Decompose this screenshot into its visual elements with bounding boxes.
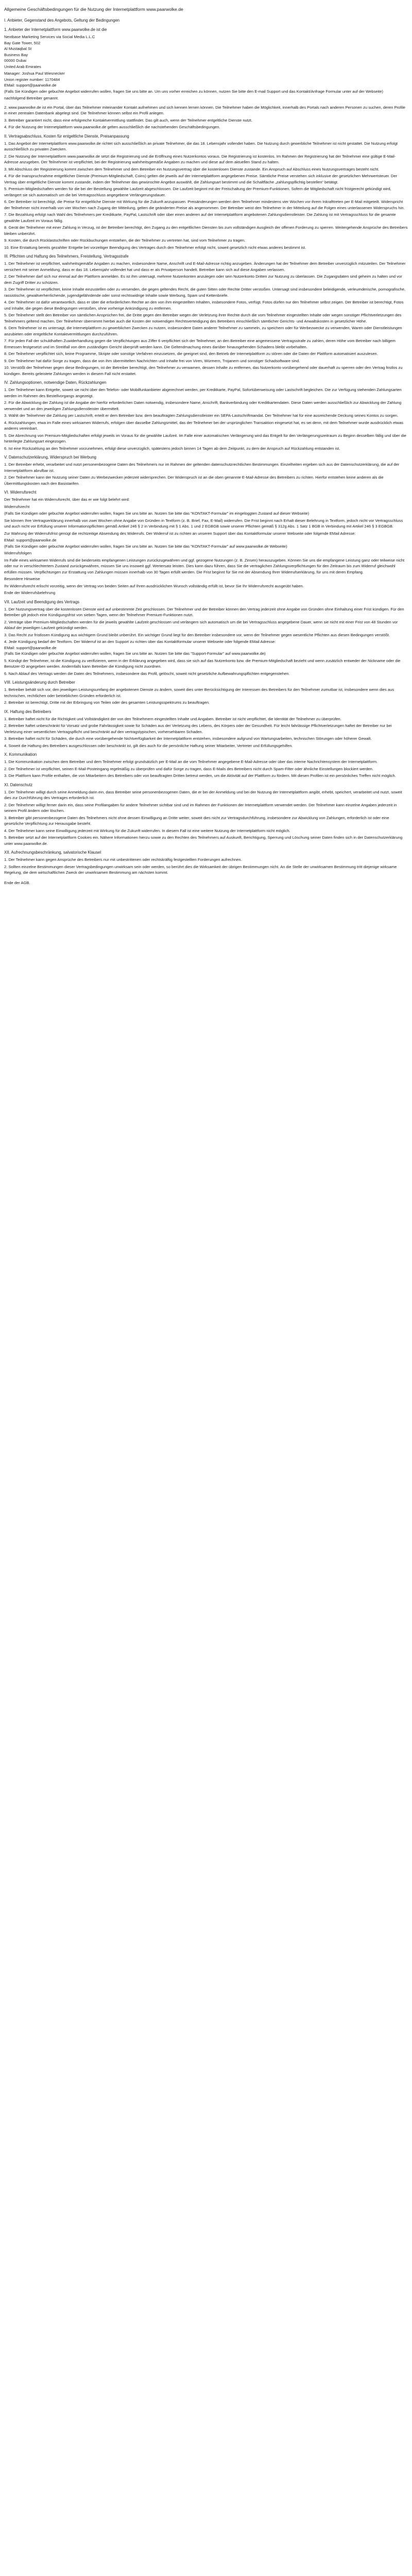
paragraph: 2. Der Teilnehmer ist verpflichtet, seinen E-Mail-Posteingang regelmäßig zu überprüfen und dafür Sorge zu tragen, dass E-Mails des Betreibers nicht durch Spam-Filter oder ähnliche Einstellungen blockiert werden.	[4, 766, 373, 771]
paragraph: 4. Für die Inanspruchnahme entgeltlicher Dienste (Premium-Mitgliedschaft, Coins) gelten die jeweils auf der Internetplattform angegebenen Preise. Sämtliche Preise verstehen sich inklusive der gesetzlichen Mehrwertsteuer. Der Vertrag über entgeltliche Dienste kommt zustande, indem der Teilnehmer das gewünschte Angebot auswählt, die Zahlungsart bestimmt und die Schaltfläche „zahlungspflichtig bestellen“ betätigt.	[4, 174, 398, 184]
paragraph: 3. Betreiber haftet nicht für Schäden, die durch eine vorübergehende Nichtverfügbarkeit der Internetplattform entstehen, insbesondere aufgrund von Wartungsarbeiten, technischen Störungen oder höherer Gewalt.	[4, 736, 372, 741]
document-footer: Ende der AGB.	[4, 880, 30, 885]
sections-container	[4, 18, 408, 876]
section-heading: II. Vertragsabschluss, Kosten für entgeltliche Dienste, Preisanpassung	[4, 133, 129, 139]
paragraph: 3. Der Teilnehmer ist verpflichtet, keine Inhalte einzustellen oder zu versenden, die gegen geltendes Recht, die guten Sitten oder Rechte Dritter verstoßen. Untersagt sind insbesondere beleidigende, verleumderische, pornografische, rassistische, gewaltverherrlichende, jugendgefährdende oder sonst rechtswidrige Inhalte sowie Werbung, Spam und Kettenbriefe.	[4, 287, 406, 298]
paragraph: 2. www.paarwolke.de ist ein Portal, über das Teilnehmer miteinander Kontakt aufnehmen und sich kennen lernen können. Die Teilnehmer haben die Möglichkeit, innerhalb des Portals nach anderen Personen zu suchen, deren Profile in einer zentralen Datenbank abgelegt sind. Die Teilnehmer können selbst ein Profil anlegen.	[4, 105, 405, 115]
paragraph: 9. Der Teilnehmer hat dafür Sorge zu tragen, dass die von ihm übermittelten Nachrichten und Inhalte frei von Viren, Würmern, Trojanern und sonstiger Schadsoftware sind.	[4, 358, 300, 363]
section-heading: 1. Anbieter der Internetplattform www.paarwolke.de ist die	[4, 27, 107, 32]
paragraph: 8. Der Teilnehmer verpflichtet sich, keine Programme, Skripte oder sonstige Verfahren einzusetzen, die geeignet sind, den Betrieb der Internetplattform zu stören oder die Daten der Plattform automatisiert auszulesen.	[4, 351, 378, 356]
document	[0, 0, 412, 886]
paragraph: 3. Die Plattform kann Profile enthalten, die von Mitarbeitern des Betreibers oder von beauftragten Dritten betreut werden, um die Aktivität auf der Plattform zu fördern. Mit diesen Profilen ist ein persönliches Treffen nicht möglich.	[4, 773, 396, 778]
paragraph: 1. Der Teilnehmer kann gegen Ansprüche des Betreibers nur mit unbestrittenen oder rechtskräftig festgestellten Forderungen aufrechnen.	[4, 857, 242, 862]
paragraph: 6. Dem Teilnehmer ist es untersagt, die Internetplattform zu gewerblichen Zwecken zu nutzen, insbesondere Daten anderer Teilnehmer zu sammeln, zu speichern oder für Werbezwecke zu verwenden, Waren oder Dienstleistungen anzubieten oder entgeltliche Kontaktvermittlungen durchzuführen.	[4, 326, 402, 336]
section-heading: VIII. Leistungsänderung durch Betreiber	[4, 680, 75, 685]
paragraph: 1. Betreiber behält sich vor, den jeweiligen Leistungsumfang der angebotenen Dienste zu ändern, soweit dies unter Berücksichtigung der Interessen des Betreibers für den Teilnehmer zumutbar ist, insbesondere wenn dies aus technischen, rechtlichen oder betrieblichen Gründen erforderlich ist.	[4, 687, 394, 698]
paragraph: 3. Betreiber gibt personenbezogene Daten des Teilnehmers nicht ohne dessen Einwilligung an Dritte weiter, soweit dies nicht zur Vertragsdurchführung, insbesondere zur Abwicklung von Zahlungen, erforderlich ist oder eine gesetzliche Verpflichtung zur Herausgabe besteht.	[4, 815, 389, 826]
section-heading: VII. Laufzeit und Beendigung des Vertrags	[4, 599, 80, 604]
section-heading: V. Datenschutzerklärung, Widerspruch bei Werbung	[4, 455, 96, 460]
section	[4, 380, 408, 451]
paragraph: 1. Betreiber haftet nicht für die Richtigkeit und Vollständigkeit der von den Teilnehmern eingestellten Inhalte und Angaben. Betreiber ist nicht verpflichtet, die Identität der Teilnehmer zu überprüfen.	[4, 716, 341, 721]
paragraph: 7. Die Bezahlung erfolgt nach Wahl des Teilnehmers per Kreditkarte, PayPal, Lastschrift oder über einen anderen auf der Internetplattform angebotenen Zahlungsdienstleister. Die Zahlung ist mit Vertragsschluss für die gesamte gewählte Laufzeit im Voraus fällig.	[4, 212, 396, 223]
paragraph: 2. Verträge über Premium-Mitgliedschaften werden für die jeweils gewählte Laufzeit geschlossen und verlängern sich automatisch um die bei Vertragsschluss angegebene Dauer, wenn sie nicht mit einer Frist von 48 Stunden vor Ablauf der jeweiligen Laufzeit gekündigt werden.	[4, 619, 398, 630]
paragraph: 1. Der Betreiber erhebt, verarbeitet und nutzt personenbezogene Daten des Teilnehmers nur im Rahmen der geltenden datenschutzrechtlichen Bestimmungen. Einzelheiten ergeben sich aus der Datenschutzerklärung, die auf der Internetplattform abrufbar ist.	[4, 462, 400, 473]
section	[4, 18, 408, 24]
paragraph: 5. Die Abrechnung von Premium-Mitgliedschaften erfolgt jeweils im Voraus für die gewählte Laufzeit. Im Falle einer automatischen Verlängerung wird das Entgelt für den Verlängerungszeitraum zu Beginn desselben fällig und über die hinterlegte Zahlungsart eingezogen.	[4, 433, 406, 444]
paragraph: 4. Rückzahlungen, etwa im Falle eines wirksamen Widerrufs, erfolgen über dasselbe Zahlungsmittel, das der Teilnehmer bei der ursprünglichen Transaktion eingesetzt hat, es sei denn, mit dem Teilnehmer wurde ausdrücklich etwas anderes vereinbart.	[4, 420, 404, 431]
paragraph: 2. Sollten einzelne Bestimmungen dieser Vertragsbedingungen unwirksam sein oder werden, so berührt dies die Wirksamkeit der übrigen Bestimmungen nicht. An die Stelle der unwirksamen Bestimmung tritt diejenige wirksame Regelung, die dem wirtschaftlichen Zweck der unwirksamen Bestimmung am nächsten kommt.	[4, 864, 397, 875]
paragraph: 2. Für die Abwicklung der Zahlung ist die Angabe der hierfür erforderlichen Daten notwendig, insbesondere Name, Anschrift, Bankverbindung oder Kreditkartendaten. Diese Daten werden ausschließlich zur Abwicklung der Zahlung verwendet und an den jeweiligen Zahlungsdienstleister übermittelt.	[4, 400, 402, 411]
section	[4, 105, 408, 130]
paragraph: 2. Der Teilnehmer kann der Nutzung seiner Daten zu Werbezwecken jederzeit widersprechen. Der Widerspruch ist an die oben genannte E-Mail-Adresse des Betreibers zu richten. Hierfür entstehen keine anderen als die Übermittlungskosten nach den Basistarifen.	[4, 475, 384, 486]
document-title: Allgemeine Geschäftsbedingungen für die Nutzung der Internetplattform www.paarwolke.de	[4, 7, 183, 12]
section	[4, 850, 408, 876]
section-heading: XI. Datenschutz	[4, 782, 33, 787]
paragraph: 6. Ist eine Rückzahlung an den Teilnehmer vorzunehmen, erfolgt diese unverzüglich, spätestens jedoch binnen 14 Tagen ab dem Zeitpunkt, zu dem der Anspruch auf Rückzahlung entstanden ist.	[4, 446, 340, 451]
paragraph: EMail: support@paarwolke.de (Falls Sie Kündigen oder gebuchte Angebot widerrufen wollen, fragen Sie uns bitte an. Nutzen Sie bitte das "KONTAKT-Formular" auf www.paarwolke.de Webseite)	[4, 538, 287, 549]
section	[4, 782, 408, 847]
paragraph: 2. Betreiber haftet unbeschränkt für Vorsatz und grobe Fahrlässigkeit sowie für Schäden aus der Verletzung des Lebens, des Körpers oder der Gesundheit. Für leicht fahrlässige Pflichtverletzungen haftet der Betreiber nur bei Verletzung einer wesentlichen Vertragspflicht und beschränkt auf den vertragstypischen, vorhersehbaren Schaden.	[4, 723, 392, 734]
paragraph: 7. Für jeden Fall der schuldhaften Zuwiderhandlung gegen die Verpflichtungen aus Ziffer 6 verpflichtet sich der Teilnehmer, an den Betreiber eine angemessene Vertragsstrafe zu zahlen, deren Höhe vom Betreiber nach billigem Ermessen festgesetzt und im Streitfall von dem zuständigen Gericht überprüft werden kann. Die Geltendmachung eines darüber hinausgehenden Schadens bleibt vorbehalten.	[4, 338, 396, 349]
section	[4, 680, 408, 706]
section	[4, 133, 408, 251]
paragraph: 4. Der Teilnehmer kann seine Einwilligung jederzeit mit Wirkung für die Zukunft widerrufen. In diesem Fall ist eine weitere Nutzung der Internetplattform nicht möglich.	[4, 828, 290, 833]
paragraph: 1. Der Teilnehmer ist verpflichtet, wahrheitsgemäße Angaben zu machen, insbesondere Name, Anschrift und E-Mail-Adresse richtig anzugeben. Änderungen hat der Teilnehmer dem Betreiber unverzüglich mitzuteilen. Der Teilnehmer versichert mit seiner Anmeldung, dass er das 18. Lebensjahr vollendet hat und dass er als Privatperson handelt. Betreiber kann sich auf diese Angaben verlassen.	[4, 261, 406, 272]
paragraph: 4. Soweit die Haftung des Betreibers ausgeschlossen oder beschränkt ist, gilt dies auch für die persönliche Haftung seiner Mitarbeiter, Vertreter und Erfüllungsgehilfen.	[4, 743, 293, 748]
paragraph: 1. Das Angebot der Internetplattform www.paarwolke.de richtet sich ausschließlich an private Teilnehmer, die das 18. Lebensjahr vollendet haben. Die Nutzung durch gewerbliche Teilnehmer ist nicht gestattet. Die Nutzung erfolgt ausschließlich zu privaten Zwecken.	[4, 141, 398, 151]
section-heading: I. Anbieter, Gegenstand des Angebots, Geltung der Bedingungen	[4, 18, 120, 23]
paragraph: Zur Wahrung der Widerrufsfrist genügt die rechtzeitige Absendung des Widerrufs. Der Widerruf ist zu richten an unseren Support über das Kontaktformular unserer Webseite oder folgende EMail Adresse:	[4, 531, 356, 536]
paragraph: Widerrufsfolgen	[4, 551, 32, 555]
paragraph: 3. Mit Abschluss der Registrierung kommt zwischen dem Teilnehmer und dem Betreiber ein Nutzungsvertrag über die kostenlosen Dienste zustande. Ein Anspruch auf Abschluss eines Nutzungsvertrages besteht nicht.	[4, 166, 380, 172]
paragraph: 9. Kosten, die durch Rücklastschriften oder Rückbuchungen entstehen, die der Teilnehmer zu vertreten hat, sind vom Teilnehmer zu tragen.	[4, 238, 246, 243]
paragraph: Im Falle eines wirksamen Widerrufs sind die beiderseits empfangenen Leistungen zurückzugewähren und ggf. gezogene Nutzungen (z. B. Zinsen) herauszugeben. Können Sie uns die empfangene Leistung ganz oder teilweise nicht oder nur in verschlechtertem Zustand zurückgewähren, müssen Sie uns insoweit ggf. Wertersatz leisten. Dies kann dazu führen, dass Sie die vertraglichen Zahlungsverpflichtungen für den Zeitraum bis zum Widerruf gleichwohl erfüllen müssen. Verpflichtungen zur Erstattung von Zahlungen müssen innerhalb von 30 Tagen erfüllt werden. Die Frist beginnt für Sie mit der Absendung Ihrer Widerrufserklärung, für uns mit deren Empfang.	[4, 557, 405, 574]
paragraph: 2. Die Nutzung der Internetplattform www.paarwolke.de setzt die Registrierung und die Eröffnung eines Nutzerkontos voraus. Die Registrierung ist kostenlos. Im Rahmen der Registrierung hat der Teilnehmer eine gültige E-Mail-Adresse anzugeben. Der Teilnehmer ist verpflichtet, bei der Registrierung wahrheitsgemäße Angaben zu machen und diese auf dem aktuellen Stand zu halten.	[4, 154, 396, 164]
section-heading: X. Kommunikation	[4, 752, 37, 757]
section-heading: XII. Aufrechnungsbeschränkung, salvatorische Klausel	[4, 850, 101, 855]
paragraph: 3. Wählt der Teilnehmer die Zahlung per Lastschrift, erteilt er dem Betreiber bzw. dem beauftragten Zahlungsdienstleister ein SEPA-Lastschriftmandat. Der Teilnehmer hat für eine ausreichende Deckung seines Kontos zu sorgen.	[4, 413, 399, 418]
paragraph: (Falls Sie Kündigen oder gebuchte Angebot widerrufen wollen, fragen Sie uns bitte an. Nutzen Sie bitte das "KONTAKT-Formular" im eingeloggten Zustand auf dieser Webseite)	[4, 511, 310, 516]
paragraph: Sie können Ihre Vertragserklärung innerhalb von zwei Wochen ohne Angabe von Gründen in Textform (z. B. Brief, Fax, E-Mail) widerrufen. Die Frist beginnt nach Erhalt dieser Belehrung in Textform, jedoch nicht vor Vertragsschluss und auch nicht vor Erfüllung unserer Informationspflichten gemäß Artikel 246 § 2 in Verbindung mit § 1 Abs. 1 und 2 EGBGB sowie unserer Pflichten gemäß § 312g Abs. 1 Satz 1 BGB in Verbindung mit Artikel 246 § 3 EGBGB.	[4, 518, 403, 529]
paragraph: 4. Der Teilnehmer ist dafür verantwortlich, dass er über die erforderlichen Rechte an den von ihm eingestellten Inhalten, insbesondere Fotos, verfügt. Fotos dürfen nur den Teilnehmer selbst zeigen. Der Betreiber ist berechtigt, Fotos und Inhalte, die gegen diese Bedingungen verstoßen, ohne vorherige Ankündigung zu entfernen.	[4, 300, 404, 311]
section	[4, 253, 408, 377]
paragraph: Der Teilnehmer hat ein Widerrufsrecht, über das er wie folgt belehrt wird:	[4, 497, 130, 502]
paragraph: 10. Verstößt der Teilnehmer gegen diese Bedingungen, ist der Betreiber berechtigt, den Teilnehmer zu verwarnen, dessen Inhalte zu entfernen, das Nutzerkonto vorübergehend oder dauerhaft zu sperren oder den Vertrag fristlos zu kündigen. Bereits geleistete Zahlungen werden in diesem Fall nicht erstattet.	[4, 365, 403, 376]
paragraph: Ihr Widerrufsrecht erlischt vorzeitig, wenn der Vertrag von beiden Seiten auf Ihren ausdrücklichen Wunsch vollständig erfüllt ist, bevor Sie Ihr Widerrufsrecht ausgeübt haben.	[4, 583, 304, 588]
paragraph: 10. Eine Erstattung bereits gezahlter Entgelte bei vorzeitiger Beendigung des Vertrages durch den Teilnehmer erfolgt nicht, soweit gesetzlich nicht etwas anderes bestimmt ist.	[4, 245, 306, 250]
paragraph: 5. Premium-Mitgliedschaften werden für die bei der Bestellung gewählte Laufzeit abgeschlossen. Die Laufzeit beginnt mit der Freischaltung der Premium-Funktionen. Sofern die Mitgliedschaft nicht fristgerecht gekündigt wird, verlängert sie sich automatisch um die bei Vertragsschluss angegebene Verlängerungsdauer.	[4, 187, 391, 197]
paragraph: 5. Kündigt der Teilnehmer, ist die Kündigung zu verifizieren, wenn in der Erklärung angegeben wird, dass sie sich auf das Nutzerkonto bzw. die Premium-Mitgliedschaft bezieht und wenn zusätzlich entweder der Nickname oder die Benutzer-ID angegeben werden. Andernfalls kann Betreiber die Kündigung nicht zuordnen.	[4, 658, 401, 669]
paragraph: 1. Der Nutzungsvertrag über die kostenlosen Dienste wird auf unbestimmte Zeit geschlossen. Der Teilnehmer und der Betreiber können den Vertrag jederzeit ohne Angabe von Gründen ohne Einhaltung einer Frist kündigen. Für den Betreiber gilt jedoch eine Kündigungsfrist von sieben Tagen, wenn der Teilnehmer Premium-Funktionen nutzt.	[4, 606, 404, 617]
section	[4, 27, 408, 101]
section	[4, 599, 408, 677]
paragraph: 5. Betreiber setzt auf der Internetplattform Cookies ein. Nähere Informationen hierzu sowie zu den Rechten des Teilnehmers auf Auskunft, Berichtigung, Sperrung und Löschung seiner Daten finden sich in der Datenschutzerklärung unter www.paarwolke.de.	[4, 835, 403, 846]
paragraph: Besondere Hinweise	[4, 577, 40, 581]
paragraph: 1. Der Teilnehmer willigt durch seine Anmeldung darin ein, dass Betreiber seine personenbezogenen Daten, die er bei der Anmeldung und bei der Nutzung der Internetplattform angibt, erhebt, speichert, verarbeitet und nutzt, soweit dies zur Durchführung des Vertrages erforderlich ist.	[4, 789, 402, 800]
paragraph: 1. Die Kommunikation zwischen dem Betreiber und dem Teilnehmer erfolgt grundsätzlich per E-Mail an die vom Teilnehmer angegebene E-Mail-Adresse oder über das interne Nachrichtensystem der Internetplattform.	[4, 759, 378, 764]
paragraph: 2. Der Teilnehmer willigt ferner darin ein, dass seine Profilangaben für andere Teilnehmer sichtbar sind und im Rahmen der Funktionen der Internetplattform verwendet werden. Der Teilnehmer kann einzelne Angaben jederzeit in seinem Profil ändern oder löschen.	[4, 802, 397, 813]
paragraph: 5. Der Teilnehmer stellt den Betreiber von sämtlichen Ansprüchen frei, die Dritte gegen den Betreiber wegen der Verletzung ihrer Rechte durch die vom Teilnehmer eingestellten Inhalte oder wegen sonstiger Pflichtverletzungen des Teilnehmers geltend machen. Der Teilnehmer übernimmt hierbei auch die Kosten der notwendigen Rechtsverteidigung des Betreibers einschließlich sämtlicher Gerichts- und Anwaltskosten in gesetzlicher Höhe.	[4, 313, 402, 324]
paragraph: 1. Der Teilnehmer kann Entgelte, soweit sie nicht über den Telefon- oder Mobilfunkanbieter abgerechnet werden, per Kreditkarte, PayPal, Sofortüberweisung oder Lastschrift begleichen. Die zur Verfügung stehenden Zahlungsarten werden im Rahmen des Bestellvorgangs angezeigt.	[4, 387, 402, 398]
paragraph: nachfolgend Betreiber genannt.	[4, 96, 59, 100]
section-heading: IX. Haftung des Betreibers	[4, 709, 52, 714]
section	[4, 752, 408, 779]
paragraph: 4. Für die Nutzung der Internetplattform www.paarwolke.de gelten ausschließlich die nachstehenden Geschäftsbedingungen.	[4, 125, 220, 129]
section	[4, 454, 408, 486]
section-heading: IV. Zahlungsoptionen, notwendige Daten, Rückzahlungen	[4, 380, 107, 385]
paragraph: 2. Der Teilnehmer darf sich nur einmal auf der Plattform anmelden. Es ist ihm untersagt, mehrere Nutzerkonten anzulegen oder sein Nutzerkonto Dritten zur Nutzung zu überlassen. Die Zugangsdaten sind geheim zu halten und vor dem Zugriff Dritter zu schützen.	[4, 274, 402, 285]
paragraph: 2. Betreiber ist berechtigt, Dritte mit der Erbringung von Teilen oder des gesamten Leistungsspektrums zu beauftragen.	[4, 700, 210, 705]
paragraph: 3. Betreiber garantiert nicht, dass eine erfolgreiche Kontaktvermittlung stattfindet. Das gilt auch, wenn der Teilnehmer entgeltliche Dienste nutzt.	[4, 117, 252, 123]
paragraph: 6. Der Betreiber ist berechtigt, die Preise für entgeltliche Dienste mit Wirkung für die Zukunft anzupassen. Preisänderungen werden dem Teilnehmer mindestens vier Wochen vor ihrem Inkrafttreten per E-Mail mitgeteilt. Widerspricht der Teilnehmer nicht innerhalb von vier Wochen nach Zugang der Mitteilung, gelten die geänderten Preise als angenommen. Der Betreiber weist den Teilnehmer in der Mitteilung auf die Folgen eines unterlassenen Widerspruchs hin.	[4, 199, 405, 210]
paragraph: Manager: Joshua Paul Wiesnecker Union register number: 1170484 EMail: support@paarwolke.de (Falls Sie Kündigen oder gebuchte Angebot widerrufen wollen, fragen Sie uns bitte an. Um uns vorher erreichen zu können, nutzen Sie bitte den E-mail Support und das Kontakt/Anfrage Formular unter auf der Webseite)	[4, 71, 384, 94]
paragraph: Ende der Widerrufsbelehrung	[4, 590, 56, 595]
paragraph: 4. Jede Kündigung bedarf der Textform. Der Widerruf ist an den Support zu richten über das Kontaktformular unserer Webseite oder folgende EMail Adresse: EMail: support@paarwolke.de (Falls Sie Kündigen oder gebuchte Angebot widerrufen wollen, fragen Sie uns bitte an. Nutzen Sie bitte das "Support-Formular" auf www.paarwolke.de)	[4, 639, 276, 656]
section-heading: III. Pflichten und Haftung des Teilnehmers, Freistellung, Vertragsstrafe	[4, 254, 129, 259]
paragraph: 8. Gerät der Teilnehmer mit einer Zahlung in Verzug, ist der Betreiber berechtigt, den Zugang zu den entgeltlichen Diensten bis zum vollständigen Ausgleich der offenen Forderung zu sperren. Weitergehende Ansprüche des Betreibers bleiben unberührt.	[4, 225, 408, 236]
section	[4, 709, 408, 749]
section-heading: VI. Widerrufsrecht	[4, 490, 37, 495]
paragraph: 6. Nach Ablauf des Vertrags werden die Daten des Teilnehmers, insbesondere das Profil, gelöscht, soweit nicht gesetzliche Aufbewahrungspflichten entgegenstehen.	[4, 671, 290, 676]
paragraph: Nextbase Marketing Services via Social Media L.L.C Bay Gate Tower, 502 Al Mustaqbal St Business Bay 00000 Dubai United Arab Emirates	[4, 35, 95, 69]
paragraph: 3. Das Recht zur fristlosen Kündigung aus wichtigem Grund bleibt unberührt. Ein wichtiger Grund liegt für den Betreiber insbesondere vor, wenn der Teilnehmer gegen wesentliche Pflichten aus diesen Bedingungen verstößt.	[4, 632, 390, 637]
paragraph: Widerrufsrecht	[4, 504, 30, 509]
section	[4, 489, 408, 596]
